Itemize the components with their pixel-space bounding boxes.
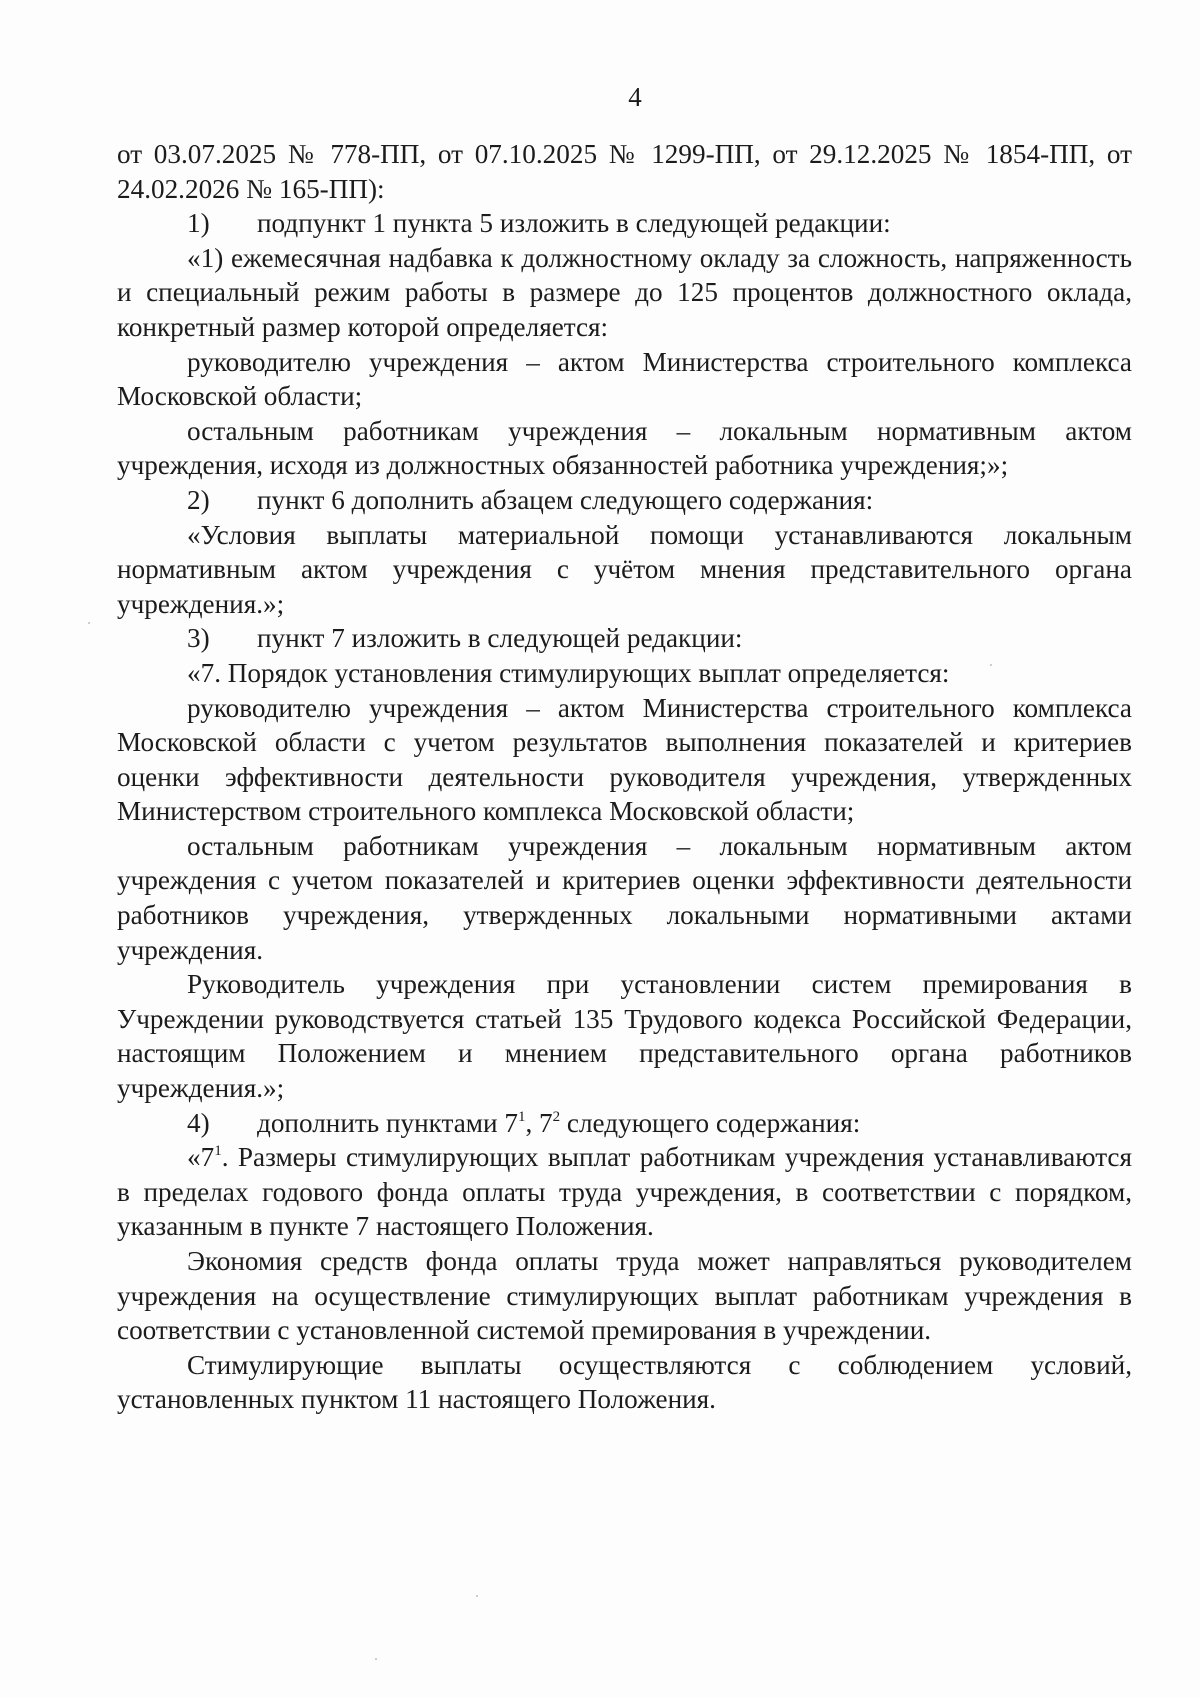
paragraph: «1) ежемесячная надбавка к должностному окладу за сложность, напряженность и специальный режим работы в размере до 125 процентов должностного оклада, конкретный размер которой определяется: bbox=[117, 242, 1132, 342]
paragraph-intro: от 03.07.2025 № 778-ПП, от 07.10.2025 № 1299-ПП, от 29.12.2025 № 1854-ПП, от 24.02.2026 № 165-ПП): bbox=[117, 139, 1132, 204]
paragraph-7-1 bbox=[117, 1140, 1132, 1244]
scan-speck bbox=[88, 622, 90, 624]
item-text: следующего содержания: bbox=[560, 1107, 861, 1138]
list-item-2 bbox=[117, 483, 1132, 518]
item-text: пункт 7 изложить в следующей редакции: bbox=[257, 623, 743, 654]
paragraph: остальным работникам учреждения – локальным нормативным актом учреждения с учетом показателей и критериев оценки эффективности деятельности работников учреждения, утвержденных локальными нормативными актами учреждения. bbox=[117, 830, 1132, 965]
scan-speck bbox=[990, 664, 992, 666]
paragraph: «Условия выплаты материальной помощи устанавливаются локальным нормативным актом учреждения с учётом мнения представительного органа учреждения.»; bbox=[117, 519, 1132, 619]
paragraph: Экономия средств фонда оплаты труда может направляться руководителем учреждения на осуществление стимулирующих выплат работникам учреждения в соответствии с установленной системой премирования в учреждении. bbox=[117, 1246, 1132, 1346]
superscript: 2 bbox=[552, 1108, 561, 1125]
scan-speck bbox=[476, 1595, 478, 1597]
list-item-4 bbox=[117, 1106, 1132, 1141]
superscript: 1 bbox=[214, 1143, 222, 1160]
list-item-1 bbox=[117, 206, 1132, 241]
item-number: 1) bbox=[187, 208, 210, 239]
superscript: 1 bbox=[517, 1108, 526, 1125]
item-text: дополнить пунктами 7 bbox=[257, 1107, 518, 1138]
item-number: 3) bbox=[187, 623, 210, 654]
item-text: пункт 6 дополнить абзацем следующего содержания: bbox=[257, 484, 874, 515]
paragraph: Стимулирующие выплаты осуществляются с соблюдением условий, установленных пунктом 11 настоящего Положения. bbox=[117, 1349, 1132, 1415]
clause-lead: «7 bbox=[187, 1142, 215, 1173]
document-body bbox=[117, 137, 1132, 1417]
paragraph: «7. Порядок установления стимулирующих выплат определяется: bbox=[187, 657, 950, 688]
item-text: , 7 bbox=[525, 1107, 553, 1138]
paragraph: Руководитель учреждения при установлении систем премирования в Учреждении руководствуется статьей 135 Трудового кодекса Российской Федерации, настоящим Положением и мнением представительного органа работников учреждения.»; bbox=[117, 969, 1132, 1104]
paragraph: остальным работникам учреждения – локальным нормативным актом учреждения, исходя из должностных обязанностей работника учреждения;»; bbox=[117, 415, 1132, 481]
clause-text: . Размеры стимулирующих выплат работникам учреждения устанавливаются в пределах годового фонда оплаты труда учреждения, в соответствии с порядком, указанным в пункте 7 настоящего Положения. bbox=[117, 1142, 1132, 1242]
item-number: 4) bbox=[187, 1107, 210, 1138]
paragraph: руководителю учреждения – актом Министерства строительного комплекса Московской области; bbox=[117, 346, 1132, 412]
scan-speck bbox=[375, 1658, 377, 1660]
paragraph: руководителю учреждения – актом Министерства строительного комплекса Московской области с учетом результатов выполнения показателей и критериев оценки эффективности деятельности руководителя учреждения, утвержденных Министерством строительного комплекса Московской области; bbox=[117, 692, 1132, 827]
page-number: 4 bbox=[628, 82, 642, 112]
item-text: подпункт 1 пункта 5 изложить в следующей редакции: bbox=[257, 208, 891, 239]
list-item-3 bbox=[117, 621, 1132, 656]
item-number: 2) bbox=[187, 484, 210, 515]
